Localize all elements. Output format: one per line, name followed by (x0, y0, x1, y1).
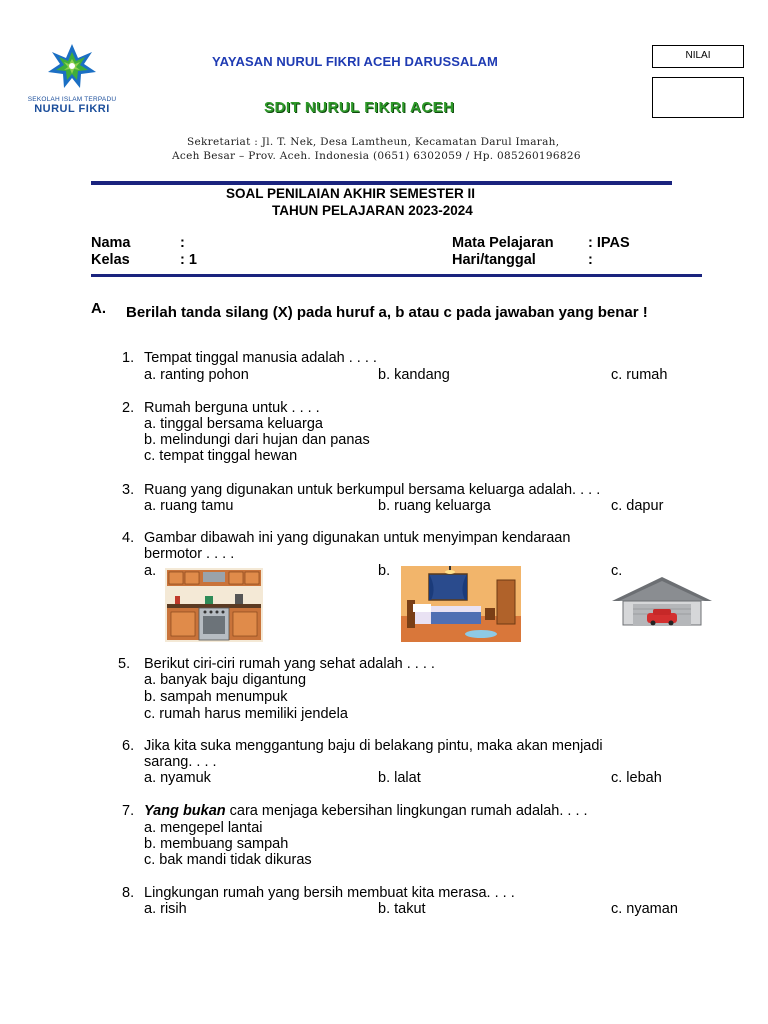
question-number: 5. (118, 656, 131, 672)
hari-field[interactable]: : (588, 252, 593, 268)
option-a[interactable]: a. tinggal bersama keluarga (144, 416, 323, 432)
question-text: Berikut ciri-ciri rumah yang sehat adalah . . . . (144, 656, 435, 672)
section-instruction: Berilah tanda silang (X) pada huruf a, b atau c pada jawaban yang benar ! (126, 304, 648, 321)
score-box[interactable] (652, 77, 744, 118)
option-a[interactable]: a. risih (144, 901, 187, 917)
option-c[interactable]: c. dapur (611, 498, 664, 514)
hari-label: Hari/tanggal (452, 252, 536, 268)
nama-field[interactable]: : (180, 235, 185, 251)
option-a[interactable]: a. nyamuk (144, 770, 211, 786)
option-c[interactable]: c. bak mandi tidak dikuras (144, 852, 312, 868)
bedroom-picture-icon (401, 566, 521, 642)
option-a[interactable]: a. banyak baju digantung (144, 672, 307, 688)
option-b[interactable]: b. membuang sampah (144, 836, 289, 852)
logo-caption-large: NURUL FIKRI (34, 103, 110, 115)
option-a[interactable]: a. ranting pohon (144, 367, 249, 383)
exam-title: SOAL PENILAIAN AKHIR SEMESTER II (226, 186, 476, 201)
question-text: Rumah berguna untuk . . . . (144, 400, 320, 416)
question-text: Gambar dibawah ini yang digunakan untuk menyimpan kendaraan (144, 530, 571, 546)
question-number: 4. (122, 530, 135, 546)
option-b[interactable]: b. lalat (378, 770, 421, 786)
question-number: 6. (122, 738, 135, 754)
header-divider-top (91, 181, 672, 185)
school-name: SDIT NURUL FIKRI ACEH (264, 99, 455, 116)
question-number: 7. (122, 803, 135, 819)
question-text-line (144, 803, 588, 819)
option-b[interactable]: b. kandang (378, 367, 450, 383)
option-c[interactable]: c. rumah (611, 367, 668, 383)
question-emphasis: Yang bukan (144, 803, 226, 819)
address-line-2: Aceh Besar – Prov. Aceh. Indonesia (0651) 6302059 / Hp. 085260196826 (172, 150, 581, 162)
option-a[interactable]: a. (144, 563, 157, 579)
logo-caption-small: SEKOLAH ISLAM TERPADU (27, 96, 117, 103)
question-text: Jika kita suka menggantung baju di belakang pintu, maka akan menjadi (144, 738, 603, 754)
question-text: Ruang yang digunakan untuk berkumpul bersama keluarga adalah. . . . (144, 482, 601, 498)
option-c[interactable]: c. tempat tinggal hewan (144, 448, 298, 464)
question-text: Tempat tinggal manusia adalah . . . . (144, 350, 377, 366)
option-b[interactable]: b. (378, 563, 391, 579)
option-c[interactable]: c. rumah harus memiliki jendela (144, 706, 348, 722)
score-label: NILAI (652, 45, 744, 68)
option-c[interactable]: c. (611, 563, 623, 579)
option-b[interactable]: b. sampah menumpuk (144, 689, 288, 705)
foundation-name: YAYASAN NURUL FIKRI ACEH DARUSSALAM (212, 54, 498, 69)
option-a[interactable]: a. mengepel lantai (144, 820, 263, 836)
address-line-1: Sekretariat : Jl. T. Nek, Desa Lamtheun, Kecamatan Darul Imarah, (187, 136, 560, 148)
question-number: 3. (122, 482, 135, 498)
mapel-label: Mata Pelajaran (452, 235, 554, 251)
option-c[interactable]: c. lebah (611, 770, 662, 786)
option-a[interactable]: a. ruang tamu (144, 498, 234, 514)
nama-label: Nama (91, 235, 131, 251)
header-divider-bottom (91, 274, 702, 277)
option-c[interactable]: c. nyaman (611, 901, 678, 917)
option-b[interactable]: b. takut (378, 901, 426, 917)
question-number: 8. (122, 885, 135, 901)
mapel-value: : IPAS (588, 235, 630, 251)
kelas-value: : 1 (180, 252, 197, 268)
question-text-continued: bermotor . . . . (144, 546, 235, 562)
question-number: 1. (122, 350, 135, 366)
kelas-label: Kelas (91, 252, 130, 268)
option-b[interactable]: b. melindungi dari hujan dan panas (144, 432, 370, 448)
question-text: cara menjaga kebersihan lingkungan rumah adalah. . . . (225, 803, 588, 819)
kitchen-picture-icon (165, 568, 263, 642)
question-number: 2. (122, 400, 135, 416)
option-b[interactable]: b. ruang keluarga (378, 498, 491, 514)
question-text-continued: sarang. . . . (144, 754, 217, 770)
section-letter: A. (91, 300, 106, 317)
question-text: Lingkungan rumah yang bersih membuat kita merasa. . . . (144, 885, 515, 901)
garage-picture-icon (609, 571, 715, 633)
exam-year: TAHUN PELAJARAN 2023-2024 (272, 203, 473, 218)
